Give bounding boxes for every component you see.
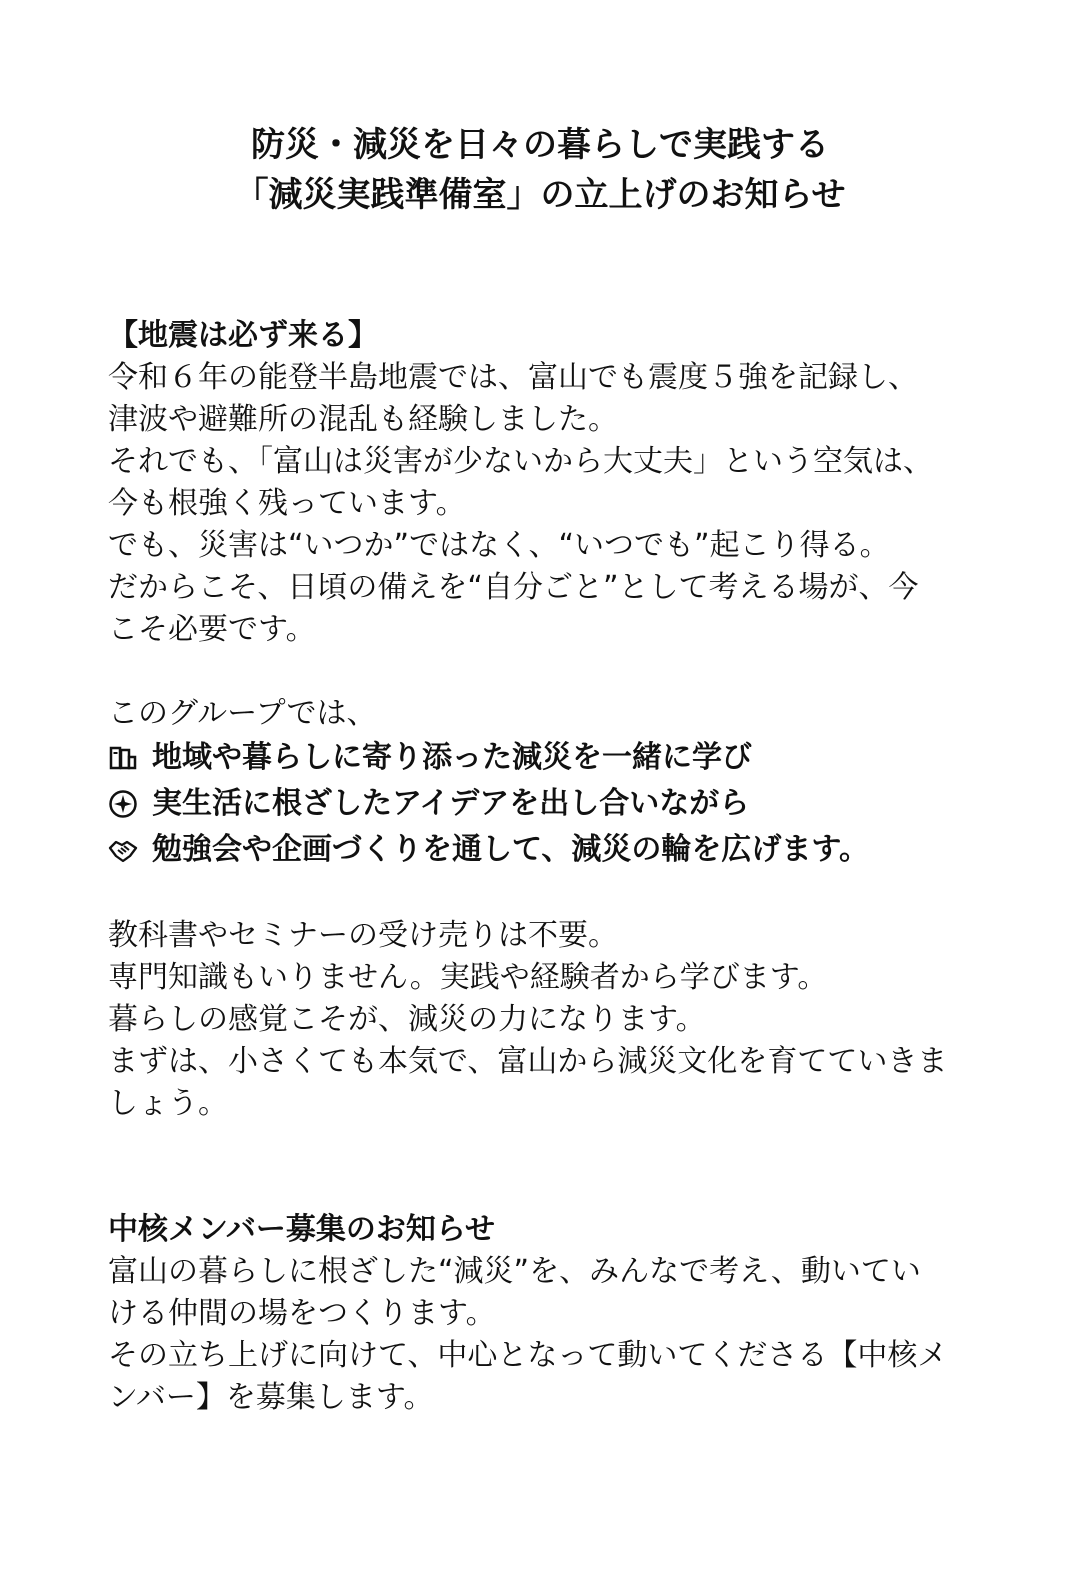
bullet-item-learn bbox=[108, 735, 1008, 781]
paragraph-line: その立ち上げに向けて、中心となって動いてくださる【中核メ bbox=[108, 1338, 948, 1373]
paragraph-line: まずは、小さくても本気で、富山から減災文化を育てていきま bbox=[108, 1044, 948, 1079]
body-content bbox=[108, 315, 1008, 1419]
paragraph-line: 専門知識もいりません。実践や経験者から学びます。 bbox=[108, 960, 828, 995]
bullet-item-ideas bbox=[108, 781, 1008, 827]
section-heading-earthquake: 【地震は必ず来る】 bbox=[108, 318, 378, 353]
bullet-item-spread bbox=[108, 827, 1008, 873]
paragraph-line: 令和６年の能登半島地震では、富山でも震度５強を記録し、 bbox=[108, 360, 918, 395]
paragraph-line: ンバー】を募集します。 bbox=[108, 1380, 434, 1415]
paragraph-line: ける仲間の場をつくります。 bbox=[108, 1296, 496, 1331]
bullet-text: 地域や暮らしに寄り添った減災を一緒に学び bbox=[152, 740, 752, 775]
section-earthquake bbox=[108, 315, 1008, 651]
paragraph-line: こそ必要です。 bbox=[108, 612, 316, 647]
group-intro: このグループでは、 bbox=[108, 696, 377, 731]
paragraph-line: 津波や避難所の混乱も経験しました。 bbox=[108, 402, 618, 437]
section-recruitment bbox=[108, 1209, 1008, 1419]
spacer bbox=[108, 873, 1008, 915]
bullet-text: 勉強会や企画づくりを通して、減災の輪を広げます。 bbox=[152, 832, 869, 867]
books-icon bbox=[108, 743, 138, 773]
section-practice bbox=[108, 915, 1008, 1125]
section-group-activities bbox=[108, 693, 1008, 873]
page-title bbox=[0, 120, 1080, 220]
paragraph-line: 暮らしの感覚こそが、減災の力になります。 bbox=[108, 1002, 706, 1037]
paragraph-line: 教科書やセミナーの受け売りは不要。 bbox=[108, 918, 618, 953]
section-heading-recruitment: 中核メンバー募集のお知らせ bbox=[108, 1212, 495, 1247]
title-line-2: 「減災実践準備室」の立上げのお知らせ bbox=[234, 175, 846, 215]
spacer bbox=[108, 1125, 1008, 1209]
bullet-text: 実生活に根ざしたアイデアを出し合いながら bbox=[152, 786, 750, 821]
title-line-1: 防災・減災を日々の暮らしで実践する bbox=[251, 125, 829, 165]
paragraph-line: 富山の暮らしに根ざした“減災”を、みんなで考え、動いてい bbox=[108, 1254, 921, 1289]
paragraph-line: でも、災害は“いつか”ではなく、“いつでも”起こり得る。 bbox=[108, 528, 890, 563]
paragraph-line: だからこそ、日頃の備えを“自分ごと”として考える場が、今 bbox=[108, 570, 919, 605]
paragraph-line: 今も根強く残っています。 bbox=[108, 486, 466, 521]
sparkle-icon bbox=[108, 789, 138, 819]
handshake-icon bbox=[108, 835, 138, 865]
spacer bbox=[108, 651, 1008, 693]
paragraph-line: それでも、「富山は災害が少ないから大丈夫」という空気は、 bbox=[108, 444, 933, 479]
paragraph-line: しょう。 bbox=[108, 1086, 228, 1121]
